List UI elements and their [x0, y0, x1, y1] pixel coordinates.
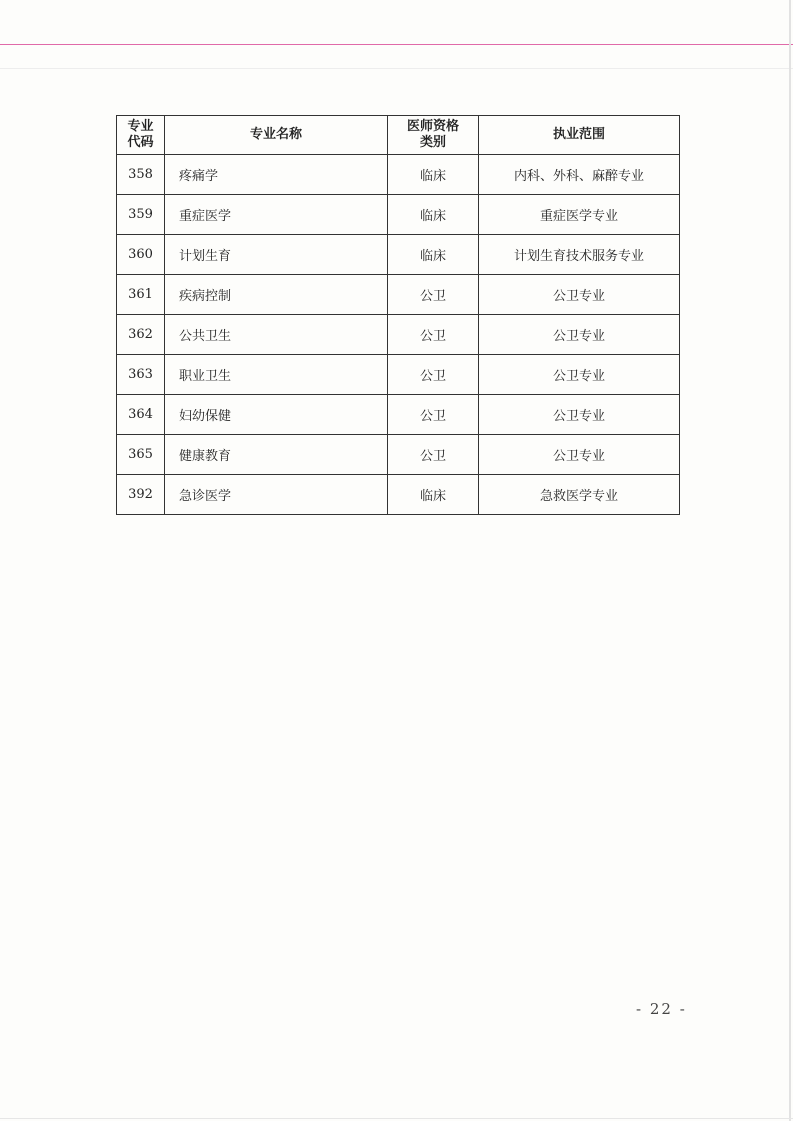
cell-code: 363: [117, 355, 165, 395]
cell-scope: 公卫专业: [479, 275, 680, 315]
cell-name: 疼痛学: [165, 155, 388, 195]
header-category-line2: 类别: [419, 135, 446, 150]
cell-name: 妇幼保健: [165, 395, 388, 435]
header-rule: [0, 44, 793, 45]
header-scope: 执业范围: [479, 116, 680, 155]
table-row: [117, 155, 680, 195]
cell-category: 临床: [388, 195, 479, 235]
cell-code: 365: [117, 435, 165, 475]
cell-code: 364: [117, 395, 165, 435]
header-code-line2: 代码: [127, 135, 154, 150]
cell-name: 疾病控制: [165, 275, 388, 315]
table-row: [117, 195, 680, 235]
cell-code: 362: [117, 315, 165, 355]
cell-name: 计划生育: [165, 235, 388, 275]
table-row: [117, 475, 680, 515]
cell-scope: 公卫专业: [479, 395, 680, 435]
cell-code: 358: [117, 155, 165, 195]
cell-name: 职业卫生: [165, 355, 388, 395]
cell-name: 公共卫生: [165, 315, 388, 355]
cell-category: 公卫: [388, 275, 479, 315]
table-row: [117, 315, 680, 355]
scan-edge-bottom: [0, 1118, 793, 1119]
header-category-line1: 医师资格: [406, 119, 459, 134]
cell-name: 健康教育: [165, 435, 388, 475]
table-row: [117, 355, 680, 395]
table-row: [117, 275, 680, 315]
cell-code: 392: [117, 475, 165, 515]
cell-scope: 急救医学专业: [479, 475, 680, 515]
cell-scope: 计划生育技术服务专业: [479, 235, 680, 275]
cell-category: 公卫: [388, 355, 479, 395]
scan-edge-right: [789, 0, 791, 1121]
cell-category: 公卫: [388, 435, 479, 475]
table-row: [117, 435, 680, 475]
majors-table: [116, 115, 680, 515]
header-category: [388, 116, 479, 155]
cell-scope: 重症医学专业: [479, 195, 680, 235]
page-number: - 22 -: [636, 1000, 687, 1018]
cell-scope: 公卫专业: [479, 355, 680, 395]
header-code-line1: 专业: [127, 119, 154, 134]
cell-code: 360: [117, 235, 165, 275]
header-code: [117, 116, 165, 155]
header-name: 专业名称: [165, 116, 388, 155]
cell-code: 359: [117, 195, 165, 235]
table-row: [117, 395, 680, 435]
cell-scope: 内科、外科、麻醉专业: [479, 155, 680, 195]
cell-category: 临床: [388, 235, 479, 275]
cell-scope: 公卫专业: [479, 435, 680, 475]
cell-scope: 公卫专业: [479, 315, 680, 355]
cell-name: 重症医学: [165, 195, 388, 235]
table-row: [117, 235, 680, 275]
cell-category: 临床: [388, 155, 479, 195]
cell-category: 公卫: [388, 395, 479, 435]
table-header-row: [117, 116, 680, 155]
cell-name: 急诊医学: [165, 475, 388, 515]
cell-category: 临床: [388, 475, 479, 515]
cell-category: 公卫: [388, 315, 479, 355]
cell-code: 361: [117, 275, 165, 315]
header-rule-faint: [0, 68, 793, 69]
